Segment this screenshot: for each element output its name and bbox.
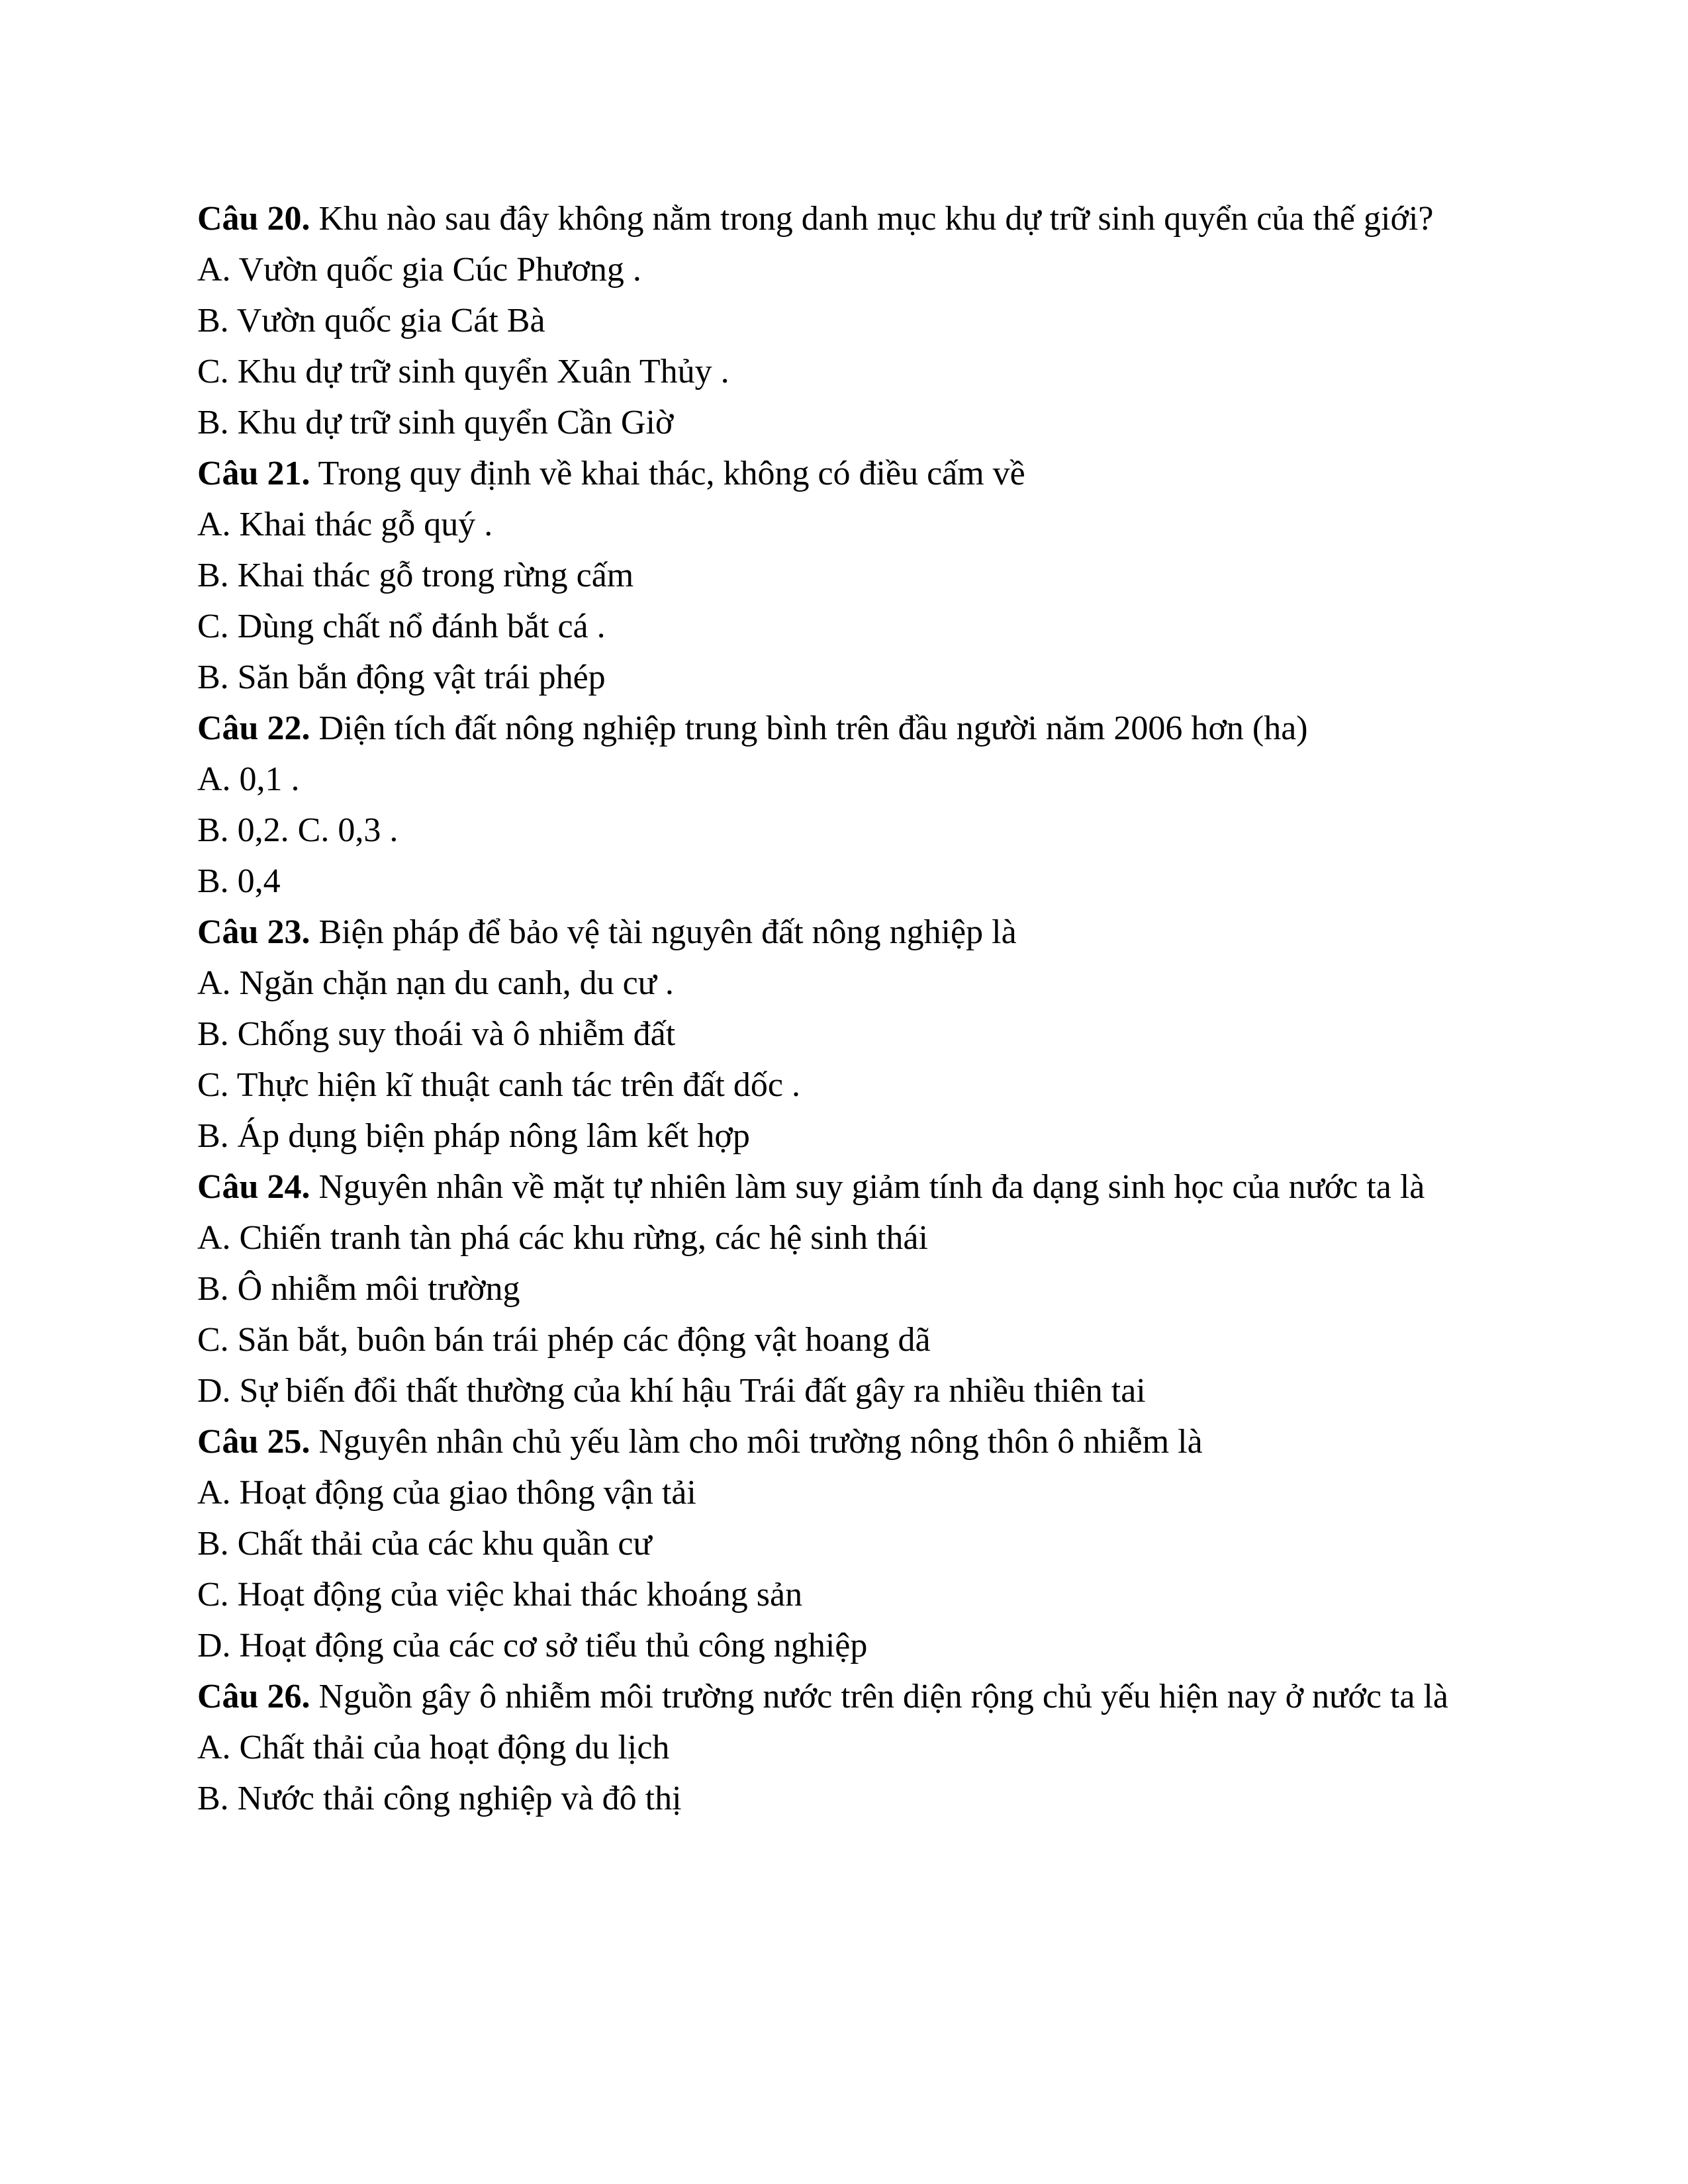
option-line: D. Sự biến đổi thất thường của khí hậu Trái đất gây ra nhiều thiên tai bbox=[197, 1372, 1146, 1410]
option-line: B. Nước thải công nghiệp và đô thị bbox=[197, 1780, 682, 1817]
option-line: B. Chất thải của các khu quần cư bbox=[197, 1525, 652, 1563]
option-line: C. Săn bắt, buôn bán trái phép các động vật hoang dã bbox=[197, 1321, 931, 1359]
option-line: A. Vườn quốc gia Cúc Phương . bbox=[197, 251, 641, 289]
option-line: B. Vườn quốc gia Cát Bà bbox=[197, 302, 545, 340]
option-line: A. 0,1 . bbox=[197, 760, 300, 798]
question-22 bbox=[197, 703, 1495, 907]
question-23 bbox=[197, 907, 1495, 1161]
option-line: B. Ô nhiễm môi trường bbox=[197, 1270, 520, 1308]
option-line: D. Hoạt động của các cơ sở tiểu thủ công nghiệp bbox=[197, 1627, 868, 1664]
question-24 bbox=[197, 1161, 1495, 1416]
question-label: Câu 24. bbox=[197, 1168, 310, 1206]
option-line: B. Chống suy thoái và ô nhiễm đất bbox=[197, 1015, 676, 1053]
question-label: Câu 21. bbox=[197, 455, 310, 492]
question-20 bbox=[197, 193, 1495, 448]
question-text: Nguyên nhân về mặt tự nhiên làm suy giảm tính đa dạng sinh học của nước ta là bbox=[318, 1168, 1425, 1206]
question-text: Biện pháp để bảo vệ tài nguyên đất nông nghiệp là bbox=[318, 913, 1017, 951]
option-line: B. Khai thác gỗ trong rừng cấm bbox=[197, 557, 634, 594]
question-stem bbox=[197, 193, 1495, 244]
option-line: A. Ngăn chặn nạn du canh, du cư . bbox=[197, 964, 674, 1002]
question-label: Câu 26. bbox=[197, 1678, 310, 1715]
option-line: C. Hoạt động của việc khai thác khoáng sản bbox=[197, 1576, 803, 1614]
question-label: Câu 20. bbox=[197, 200, 310, 238]
option-line: B. Khu dự trữ sinh quyển Cần Giờ bbox=[197, 404, 674, 441]
option-line: C. Thực hiện kĩ thuật canh tác trên đất dốc . bbox=[197, 1066, 800, 1104]
question-text: Nguồn gây ô nhiễm môi trường nước trên diện rộng chủ yếu hiện nay ở nước ta là bbox=[318, 1678, 1448, 1715]
question-stem bbox=[197, 703, 1495, 754]
option-line: A. Khai thác gỗ quý . bbox=[197, 506, 493, 543]
option-line: C. Khu dự trữ sinh quyển Xuân Thủy . bbox=[197, 353, 729, 390]
question-text: Nguyên nhân chủ yếu làm cho môi trường nông thôn ô nhiễm là bbox=[318, 1423, 1203, 1461]
option-line: B. Săn bắn động vật trái phép bbox=[197, 659, 606, 696]
option-line: A. Hoạt động của giao thông vận tải bbox=[197, 1474, 696, 1512]
option-line: C. Dùng chất nổ đánh bắt cá . bbox=[197, 608, 606, 645]
document-page bbox=[197, 193, 1495, 1824]
question-25 bbox=[197, 1416, 1495, 1671]
option-line: B. Áp dụng biện pháp nông lâm kết hợp bbox=[197, 1117, 750, 1155]
question-label: Câu 23. bbox=[197, 913, 310, 951]
question-label: Câu 22. bbox=[197, 709, 310, 747]
question-stem bbox=[197, 907, 1495, 958]
question-26 bbox=[197, 1671, 1495, 1824]
option-line: B. 0,2. C. 0,3 . bbox=[197, 811, 399, 849]
option-line: A. Chất thải của hoạt động du lịch bbox=[197, 1729, 670, 1766]
question-21 bbox=[197, 448, 1495, 703]
option-line: B. 0,4 bbox=[197, 862, 281, 900]
question-text: Trong quy định về khai thác, không có điều cấm về bbox=[318, 455, 1025, 492]
question-text: Diện tích đất nông nghiệp trung bình trên đầu người năm 2006 hơn (ha) bbox=[318, 709, 1308, 747]
question-stem bbox=[197, 1416, 1495, 1467]
question-stem bbox=[197, 1161, 1495, 1212]
question-label: Câu 25. bbox=[197, 1423, 310, 1461]
option-line: A. Chiến tranh tàn phá các khu rừng, các hệ sinh thái bbox=[197, 1219, 928, 1257]
question-stem bbox=[197, 448, 1495, 499]
question-text: Khu nào sau đây không nằm trong danh mục khu dự trữ sinh quyển của thế giới? bbox=[318, 200, 1434, 238]
question-stem bbox=[197, 1671, 1495, 1722]
